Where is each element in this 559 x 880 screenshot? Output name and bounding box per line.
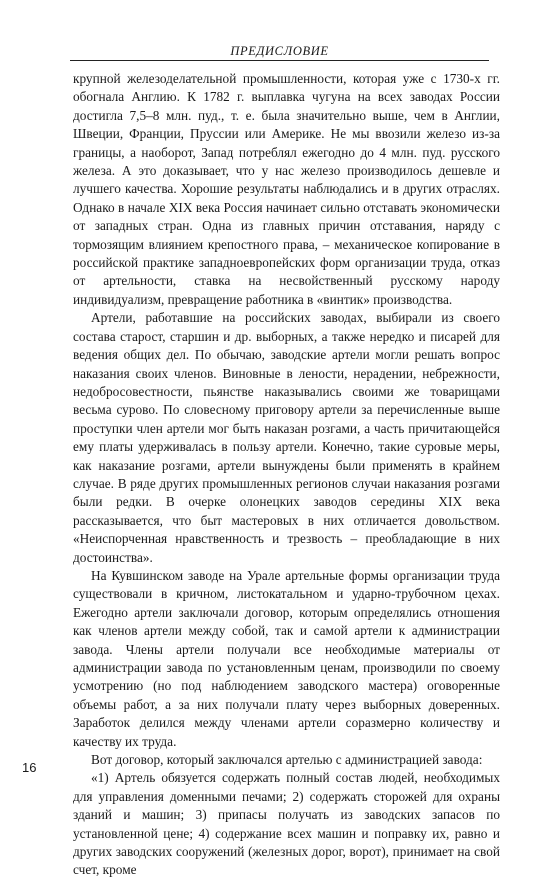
paragraph-kuvshinsky-plant: На Кувшинском заводе на Урале артельные формы организации труда существовали в кричном, листокатальном и ударно-трубочном цехах. Ежегодно артели заключали договор, которым определялись отношения как членов артели между собой, так и самой артели к администрации завода. Члены артели получали все необходимые материалы от администрации завода по установленным ценам, производили по своему усмотрению (но под наблюдением заводского мастера) оговоренные объемы работ, а за них получали плату через выборных доверенных. Заработок делился между членами артели соразмерно количеству и качеству их труда. xyxy=(73,567,500,749)
page-number: 16 xyxy=(22,760,37,775)
header-rule xyxy=(70,60,489,61)
paragraph-contract-quote: «1) Артель обязуется содержать полный состав людей, необходимых для управления доменными печами; 2) содержать сторожей для охраны зданий и машин; 3) припасы получать из заводских запасов по установленной цене; 4) содержание всех машин и поправку их, равно и других заводских сооружений (железных дорог, ворот), принимает на свой счет, кроме xyxy=(73,770,500,878)
running-head-title: ПРЕДИСЛОВИЕ xyxy=(230,44,329,58)
paragraph-artels-discipline: Артели, работавшие на российских заводах, выбирали из своего состава старост, старшин и др. выборных, а также нередко и писарей для ведения общих дел. По обычаю, заводские артели могли решать вопрос наказания своих членов. Виновные в лености, нерадении, небрежности, недобросовестности, пьянстве наказывались своими же товарищами весьма сурово. По словесному приговору артели за перечисленные выше проступки член артели мог быть наказан розгами, а часть причитающейся ему платы удерживалась в пользу артели. Конечно, такие суровые меры, как наказание розгами, артели вынуждены были применять в крайнем случае. В ряде других промышленных регионов случаи наказания розгами были редки. В очерке олонецких заводов середины XIX века рассказывается, что быт мастеровых в них отличается довольством. «Неиспорченная нравственность и трезвость – преобладающие в них достоинства». xyxy=(73,310,500,565)
paragraph-contract-intro: Вот договор, который заключался артелью с администрацией завода: xyxy=(91,752,483,768)
main-text xyxy=(73,70,500,880)
paragraph-continued: крупной железоделательной промышленности, которая уже с 1730-х гг. обогнала Англию. К 1782 г. выплавка чугуна на всех заводах России достигла 7,5–8 млн. пуд., т. е. была значительно выше, чем в Англии, Швеции, Франции, Пруссии или Америке. Не мы ввозили железо из-за границы, а наоборот, Запад потреблял ежегодно до 4 млн. пуд. русского железа. А это доказывает, что у нас железо производилось дешевле и лучшего качества. Хорошие результаты наблюдались и в других отраслях. Однако в начале XIX века Россия начинает сильно отставать экономически от западных стран. Одна из главных причин отставания, наряду с тормозящим влиянием крепостного права, – механическое копирование в российской практике западноевропейских форм организации труда, отказ от артельности, ставка на несвойственный русскому народу индивидуализм, превращение работника в «винтик» производства. xyxy=(73,71,500,307)
